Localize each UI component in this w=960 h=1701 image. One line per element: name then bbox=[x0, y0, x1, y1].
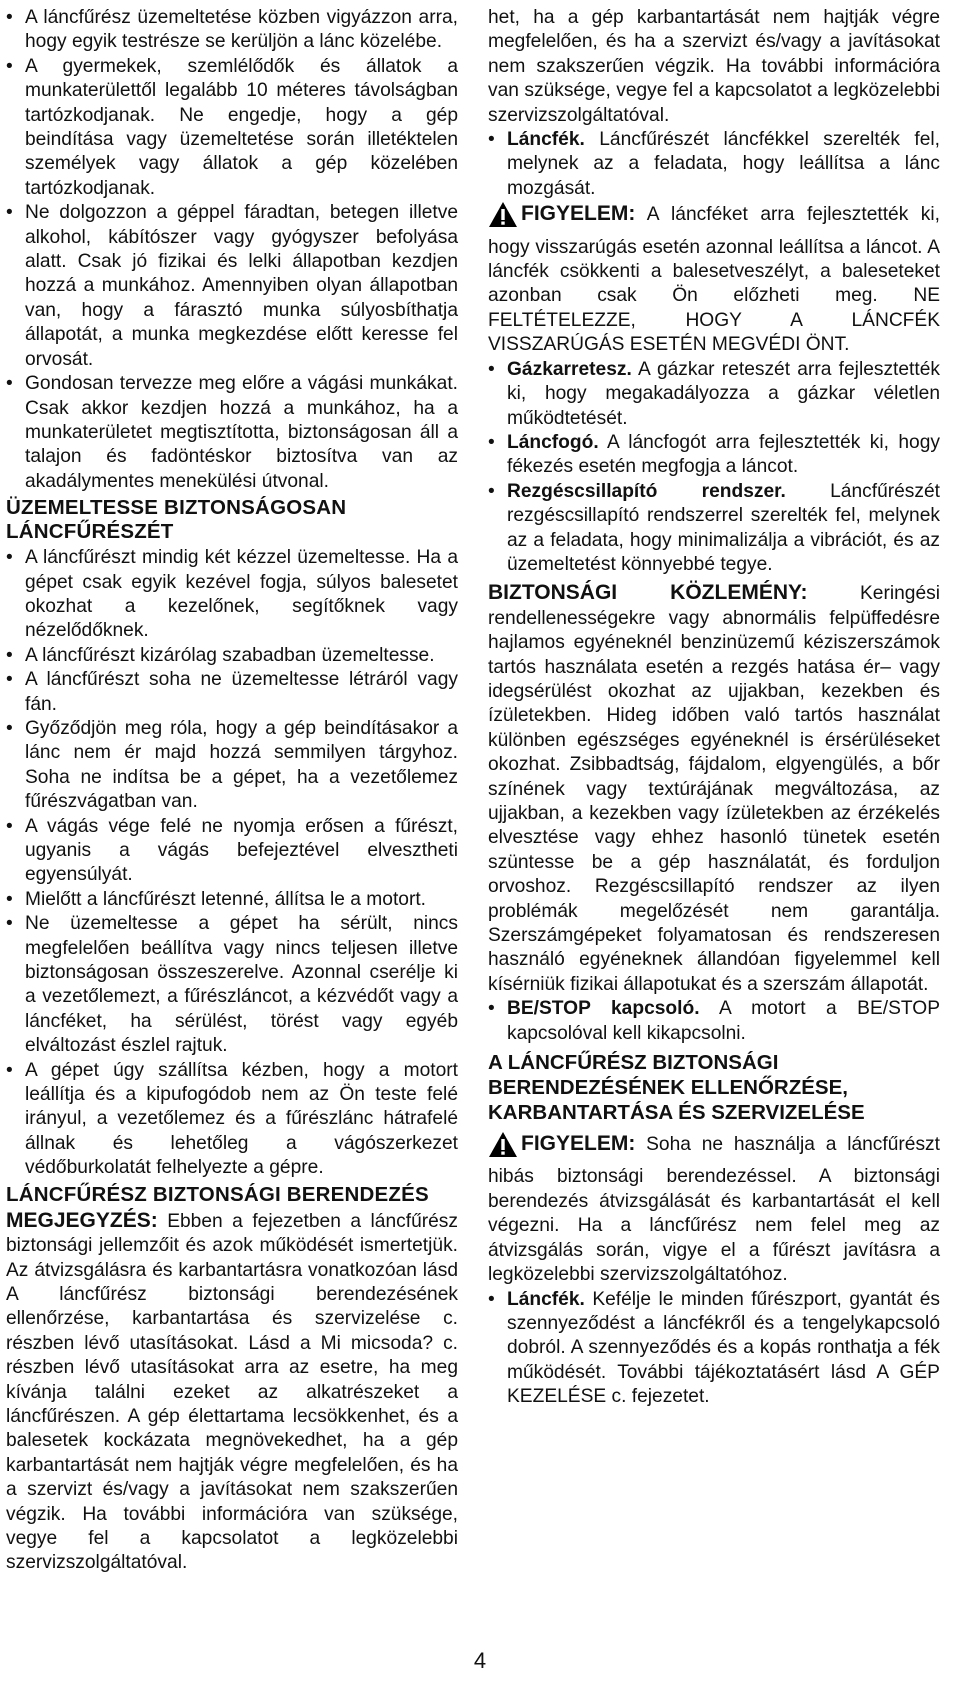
list-item: • Ne üzemeltesse a gépet ha sérült, nincs megfelelően beállítva vagy nincs teljesen illetve biztonságosan összeszerelve. Azonnal cserélje ki a vezetőlemezt, a fűrészláncot, a kézvédőt vagy a láncféket, ha sérülést, törést vagy egyéb elváltozást észlel rajtuk. bbox=[6, 912, 458, 1058]
equipment-list-b bbox=[488, 358, 940, 578]
list-item bbox=[488, 358, 940, 431]
list-item: • Gondosan tervezze meg előre a vágási munkákat. Csak akkor kezdjen hozzá a munkához, ha a munkaterületet megtisztította, biztonságosan áll a talajon és fadöntéskor biztosítva van az akadálymentes menekülési útvonal. bbox=[6, 372, 458, 494]
section-heading-safety-equipment: LÁNCFŰRÉSZ BIZTONSÁGI BERENDEZÉS bbox=[6, 1182, 429, 1206]
item-label: Láncfék. bbox=[507, 129, 585, 151]
notice-label: BIZTONSÁGI KÖZLEMÉNY: bbox=[488, 581, 808, 605]
list-item: • A láncfűrészt kizárólag szabadban üzemeltesse. bbox=[6, 644, 458, 668]
warning-label: FIGYELEM: bbox=[521, 202, 636, 226]
warning-paragraph-faulty-equipment bbox=[488, 1131, 940, 1287]
left-column bbox=[6, 6, 458, 1576]
note-paragraph bbox=[6, 1209, 458, 1576]
list-item bbox=[488, 1288, 940, 1410]
equipment-list-a bbox=[488, 128, 940, 201]
warning-triangle-icon bbox=[488, 1131, 518, 1165]
warning-label: FIGYELEM: bbox=[521, 1132, 636, 1156]
item-text: A láncfogót arra fejlesztették ki, hogy fékezés esetén megfogja a láncot. bbox=[507, 431, 940, 478]
note-label: MEGJEGYZÉS: bbox=[6, 1208, 158, 1232]
list-item: • A gépet úgy szállítsa kézben, hogy a motort leállítja és a kipufogódob nem az Ön teste felé irányul, a vezetőlemez és a fűrészlánc hátrafelé állnak és lehetőleg a vágószerkezet védőburkolatát felhelyezte a gépre. bbox=[6, 1059, 458, 1181]
item-label: BE/STOP kapcsoló. bbox=[507, 998, 700, 1020]
item-text: Láncfűrészét láncfékkel szerelték fel, melynek az a feladata, hogy leállítsa a lánc mozgását. bbox=[507, 129, 940, 199]
list-item: • Ne dolgozzon a géppel fáradtan, betegen illetve alkohol, kábítószer vagy gyógyszer befolyása alatt. Csak jó fizikai és lelki állapotban kezdjen hozzá a munkához. Amennyiben olyan állapotban van, hogy a fárasztó munka súlyosbíthatja állapotát, a munka megkezdése előtt keresse fel orvosát. bbox=[6, 201, 458, 372]
list-item bbox=[488, 480, 940, 578]
section-heading-safe-operation: ÜZEMELTESSE BIZTONSÁGOSAN LÁNCFŰRÉSZÉT bbox=[6, 496, 347, 544]
equipment-list-c bbox=[488, 997, 940, 1046]
safety-list-general bbox=[6, 6, 458, 494]
list-item: • A láncfűrészt soha ne üzemeltesse létráról vagy fán. bbox=[6, 668, 458, 717]
item-text: Kefélje le minden fűrészport, gyantát és szennyeződést a láncfékről és a tengelykapcsoló dobról. A szennyeződés és a kopás ronthatja a fék működését. További tájékoztatásért lásd A GÉP KEZELÉSE c. fejezetet. bbox=[507, 1288, 940, 1408]
section-heading-maintenance: A LÁNCFŰRÉSZ BIZTONSÁGI BERENDEZÉSÉNEK ELLENŐRZÉSE, KARBANTARTÁSA ÉS SZERVIZELÉSE bbox=[488, 1051, 865, 1125]
item-label: Gázkarretesz. bbox=[507, 358, 632, 380]
warning-text: Soha ne használja a láncfűrészt hibás biztonsági berendezéssel. A biztonsági berendezés átvizsgálását és karbantartását el kell végezni. Ha a láncfűrész nem felel meg az átvizsgálás során, vigye el a fűrészt javításra a legközelebbi szervizszolgáltatóhoz. bbox=[488, 1134, 940, 1286]
list-item: • A láncfűrészt mindig két kézzel üzemeltesse. Ha a gépet csak egyik kezével fogja, súlyos balesetet okozhat a kezelőnek, segítőknek vagy nézelődőknek. bbox=[6, 546, 458, 644]
right-column bbox=[488, 6, 940, 1410]
maintenance-list bbox=[488, 1288, 940, 1410]
list-item: • Mielőtt a láncfűrészt letenné, állítsa le a motort. bbox=[6, 888, 458, 912]
safety-list-operation bbox=[6, 546, 458, 1181]
item-text: Láncfűrészét rezgéscsillapító rendszerrel szerelték fel, melynek az a feladata, hogy minimalizálja a vibrációt, és az üzemeltetést könnyebbé tegye. bbox=[507, 480, 940, 575]
item-label: Láncfék. bbox=[507, 1288, 585, 1310]
warning-paragraph-kickback bbox=[488, 201, 940, 357]
list-item bbox=[488, 431, 940, 480]
item-text: A gázkar reteszét arra fejlesztették ki, hogy megakadályozza a gázkar véletlen működtetését. bbox=[507, 358, 940, 429]
item-label: Láncfogó. bbox=[507, 431, 599, 453]
list-item: • Győződjön meg róla, hogy a gép beindításakor a lánc nem ér majd hozzá semmilyen tárgyhoz. Soha ne indítsa be a gépet, ha a vezetőlemez fűrészvágatban van. bbox=[6, 717, 458, 815]
warning-text: A láncféket arra fejlesztették ki, hogy visszarúgás esetén azonnal leállítsa a láncot. A láncfék csökkenti a balesetveszélyt, a baleseteket azonban csak Ön előzheti meg. NE FELTÉTELEZZE, HOGY A LÁNCFÉK VISSZARÚGÁS ESETÉN MEGVÉDI ÖNT. bbox=[488, 204, 940, 356]
item-label: Rezgéscsillapító rendszer. bbox=[507, 480, 786, 502]
note-text: Ebben a fejezetben a láncfűrész biztonsági jellemzőit és azok működését ismertetjük. Az átvizsgálásra és karbantartásra vonatkozóan lásd A láncfűrész biztonsági berendezésének ellenőrzése, karbantartása és szervizelése c. részben lévő utasításokat. Lásd a Mi micsoda? c. részben lévő utasításokat arra az esetre, ha meg kívánja találni ezeket az alkatrészeket a láncfűrészen. A gép élettartama lecsökkenhet, és a balesetek kockázata megnövekedhet, ha a gép karbantartását nem hajtják végre megfelelően, és ha a szervizt és/vagy a javításokat nem szakszerűen végzik. Ha további információra van szüksége, vegye fel a kapcsolatot a legközelebbi szervizszolgáltatóval. bbox=[6, 1210, 458, 1574]
list-item-stop-switch bbox=[488, 997, 940, 1046]
list-item: • A láncfűrész üzemeltetése közben vigyázzon arra, hogy egyik testrésze se kerüljön a lánc közelébe. bbox=[6, 6, 458, 55]
notice-text: Keringési rendellenességekre vagy abnormális felpüffedésre hajlamos egyéneknél benzinüzemű kéziszerszámok tartós használata esetén a rezgés hatása ér– vagy idegsérülést okozhat az ujjakban, kezekben és ízületekben. Hideg időben való tartós használat különben egészséges egyéneknél is érsérüléseket okozhat. Zsibbadtság, fájdalom, elgyengülés, a bőr színének vagy textúrájának megváltozása, az ujjakban, a kezekben vagy ízületekben az érzékelés elvesztése vagy ehhez hasonló tünetek esetén szüntesse be a gép használatát, és forduljon orvoshoz. Rezgéscsillapító rendszer az ilyen problémák megelőzését nem garantálja. Szerszámgépeket folyamatosan és rendszeresen használó egyéneknek állandóan figyelemmel kell kísérniük fizikai állapotukat és a szerszám állapotát. bbox=[488, 583, 940, 995]
page-number: 4 bbox=[473, 1648, 487, 1673]
list-item: • A vágás vége felé ne nyomja erősen a fűrészt, ugyanis a vágás befejeztével elvesztheti egyensúlyát. bbox=[6, 815, 458, 888]
note-continuation: het, ha a gép karbantartását nem hajtják végre megfelelően, és ha a szervizt és/vagy a javításokat nem szakszerűen végzik. Ha további információra van szüksége, vegye fel a kapcsolatot a legközelebbi szervizszolgáltatóval. bbox=[488, 7, 940, 126]
list-item-chain-brake bbox=[488, 128, 940, 201]
vibration-notice bbox=[488, 581, 940, 997]
warning-triangle-icon bbox=[488, 201, 518, 235]
item-text: A motort a BE/STOP kapcsolóval kell kikapcsolni. bbox=[507, 998, 941, 1044]
list-item: • A gyermekek, szemlélődők és állatok a munkaterülettől legalább 10 méteres távolságban tartózkodjanak. Ne engedje, hogy a gép beindítása vagy üzemeltetése során illetéktelen személyek vagy állatok a gép közelében tartózkodjanak. bbox=[6, 55, 458, 201]
